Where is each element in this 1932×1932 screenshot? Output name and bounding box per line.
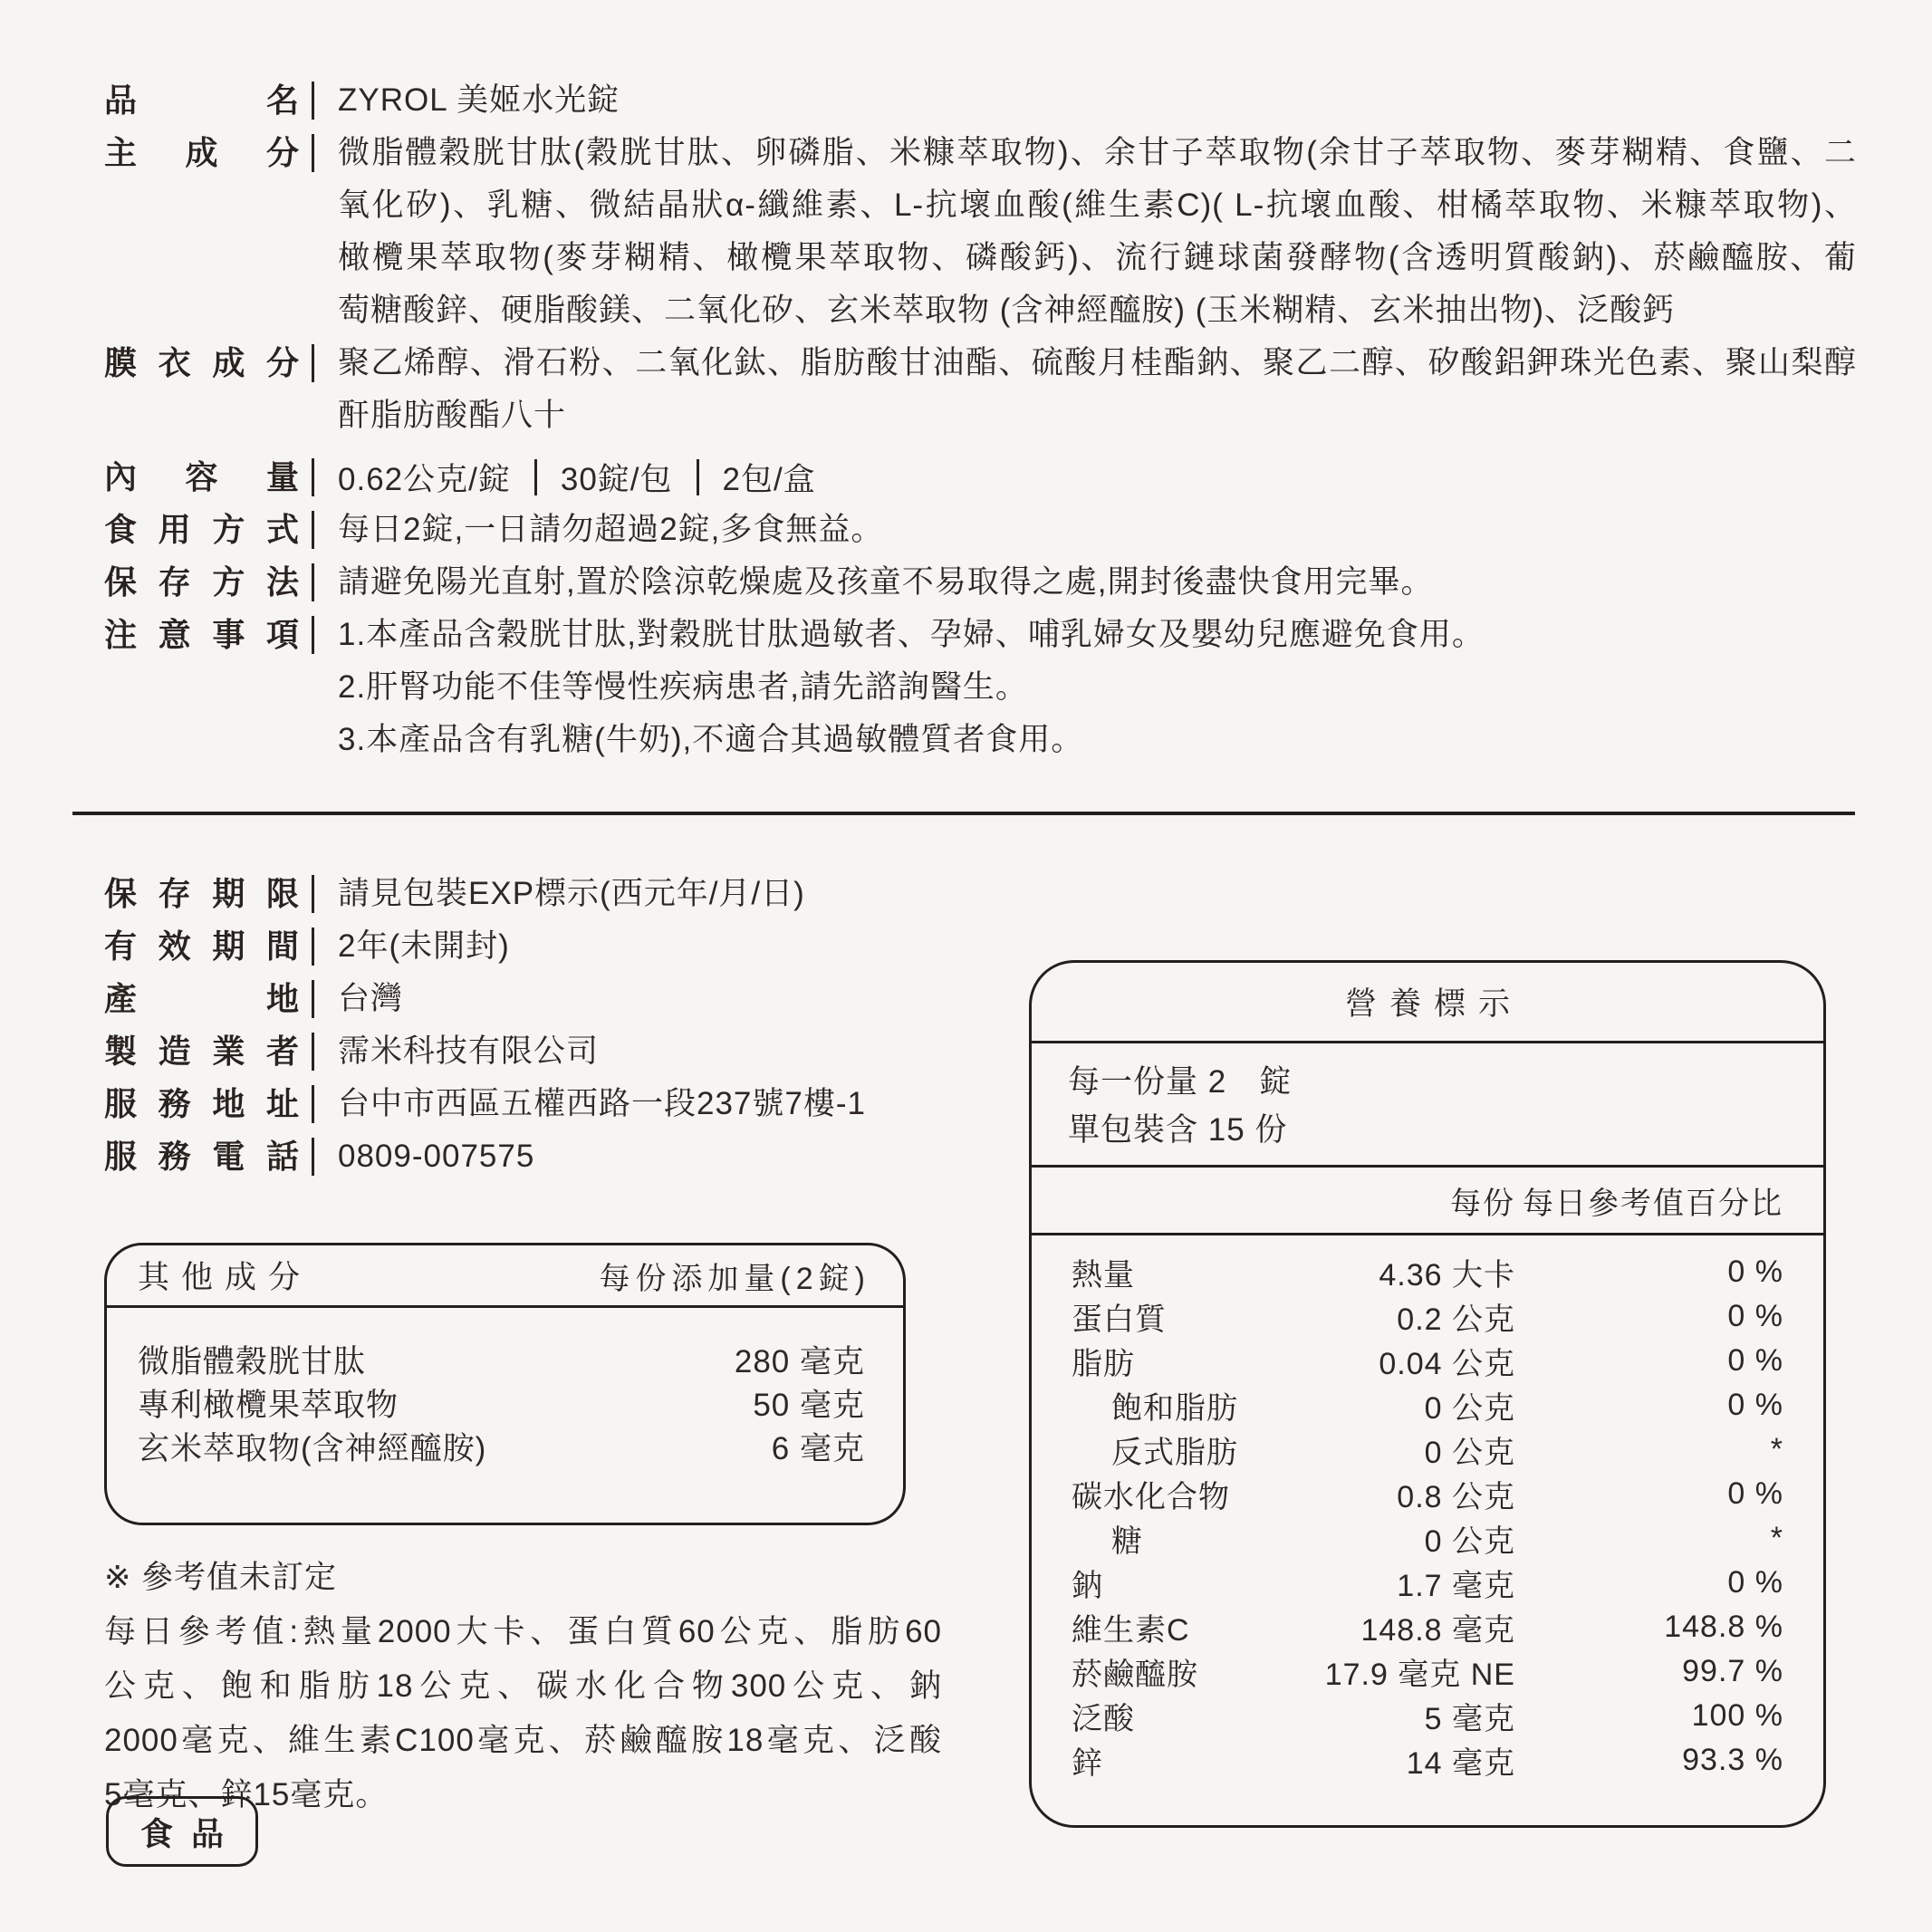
row-expiry: [104, 868, 1019, 920]
nutrient-dv: *: [1770, 1521, 1783, 1555]
label-divider-bar: [312, 1085, 314, 1123]
nutrition-serving-info: [1032, 1043, 1823, 1165]
value-divider-bar: [534, 459, 537, 495]
other-ingredient-amount: 6 毫克: [771, 1431, 865, 1466]
row-storage: [104, 556, 1857, 609]
nutrient-dv: *: [1770, 1432, 1783, 1466]
nutrient-amount: 4.36 大卡: [1379, 1258, 1515, 1293]
other-ingredient-row: [138, 1384, 865, 1427]
label-divider-bar: [312, 134, 314, 172]
nutrition-title: 營養標示: [1344, 986, 1523, 1022]
company-details-section: [104, 868, 1019, 1183]
reference-note: [104, 1551, 942, 1822]
storage-label: 保存方法: [104, 563, 299, 601]
row-usage: [104, 504, 1857, 556]
nutrient-name: 鋅: [1072, 1746, 1103, 1781]
nutrient-amount: 0 公克: [1424, 1524, 1515, 1559]
reference-note-line: 公克、飽和脂肪18公克、碳水化合物300公克、鈉: [104, 1668, 942, 1704]
label-divider-bar: [312, 563, 314, 601]
label-divider-bar: [312, 1138, 314, 1176]
product-name-value: ZYROL 美姬水光錠: [338, 82, 620, 118]
nutrient-amount: 0.04 公克: [1379, 1347, 1515, 1381]
precautions-label: 注意事項: [104, 616, 299, 653]
coating-line: 酐脂肪酸酯八十: [338, 398, 567, 433]
expiry-label: 保存期限: [104, 875, 299, 912]
row-validity: [104, 920, 1019, 973]
nutrient-dv: 0 %: [1727, 1343, 1783, 1378]
service-phone-value: 0809-007575: [338, 1139, 535, 1174]
main-ingredients-line: 萄糖酸鋅、硬脂酸鎂、二氧化矽、玄米萃取物 (含神經醯胺) (玉米糊精、玄米抽出物)、泛酸鈣: [338, 293, 1676, 328]
row-origin: [104, 973, 1019, 1025]
servings-per-pack: 單包裝含 15 份: [1068, 1112, 1288, 1148]
label-divider-bar: [312, 1033, 314, 1071]
nutrient-name: 脂肪: [1072, 1347, 1135, 1381]
row-main-ingredients: [104, 127, 1857, 337]
other-ingredient-amount: 280 毫克: [734, 1344, 865, 1379]
nutrient-dv: 0 %: [1727, 1476, 1783, 1511]
validity-value: 2年(未開封): [338, 928, 510, 964]
other-ingredient-name: 專利橄欖果萃取物: [138, 1388, 399, 1423]
other-ingredient-name: 微脂體穀胱甘肽: [138, 1344, 367, 1379]
row-precautions: [104, 609, 1857, 766]
row-service-address: [104, 1078, 1019, 1130]
coating-label: 膜衣成分: [104, 344, 299, 381]
origin-label: 產地: [104, 980, 299, 1017]
nutrient-dv: 0 %: [1727, 1299, 1783, 1333]
nutrient-amount: 0.2 公克: [1397, 1302, 1515, 1337]
coating-line: 聚乙烯醇、滑石粉、二氧化鈦、脂肪酸甘油酯、硫酸月桂酯鈉、聚乙二醇、矽酸鋁鉀珠光色素、聚山梨醇: [338, 345, 1857, 380]
validity-label: 有效期間: [104, 928, 299, 965]
nutrition-row: [1032, 1561, 1823, 1605]
nutrition-row: [1032, 1427, 1823, 1472]
nutrition-row: [1032, 1605, 1823, 1649]
nutrient-dv: 0 %: [1727, 1565, 1783, 1600]
col-per-serving: 每份: [1450, 1186, 1515, 1221]
nutrient-name: 糖: [1111, 1524, 1143, 1559]
net-content-label: 內容量: [104, 458, 299, 495]
label-divider-bar: [312, 511, 314, 549]
nutrition-row: [1032, 1472, 1823, 1516]
row-service-phone: [104, 1130, 1019, 1183]
serving-size: 每一份量 2 錠: [1068, 1064, 1293, 1100]
nutrient-name: 維生素C: [1072, 1613, 1190, 1648]
label-divider-bar: [312, 458, 314, 496]
nutrient-dv: 93.3 %: [1682, 1743, 1783, 1777]
nutrient-dv: 148.8 %: [1664, 1610, 1783, 1644]
nutrition-rows: [1032, 1235, 1823, 1783]
nutrient-name: 反式脂肪: [1111, 1436, 1238, 1470]
label-divider-bar: [312, 928, 314, 966]
label-divider-bar: [312, 980, 314, 1018]
precaution-line: 3.本產品含有乳糖(牛奶),不適合其過敏體質者食用。: [338, 722, 1084, 757]
nutrition-row: [1032, 1339, 1823, 1383]
reference-note-line: 每日參考值:熱量2000大卡、蛋白質60公克、脂肪60: [104, 1614, 942, 1649]
nutrient-amount: 5 毫克: [1424, 1702, 1515, 1736]
reference-note-line: 5毫克、鋅15毫克。: [104, 1777, 389, 1812]
nutrition-row: [1032, 1250, 1823, 1294]
other-ingredients-box: [104, 1243, 906, 1525]
nutrient-name: 泛酸: [1072, 1702, 1135, 1736]
label-divider-bar: [312, 82, 314, 120]
nutrient-amount: 17.9 毫克 NE: [1324, 1658, 1515, 1692]
usage-label: 食用方式: [104, 511, 299, 548]
reference-note-line: ※ 參考值未訂定: [104, 1560, 338, 1595]
nutrition-row: [1032, 1649, 1823, 1694]
nutrition-facts-box: [1029, 960, 1826, 1828]
manufacturer-value: 霈米科技有限公司: [338, 1033, 600, 1069]
col-daily-value: 每日參考值百分比: [1523, 1186, 1783, 1221]
nutrient-dv: 0 %: [1727, 1254, 1783, 1289]
row-product-name: [104, 74, 1857, 127]
net-content-per-tablet: 0.62公克/錠: [338, 462, 511, 497]
precaution-line: 2.肝腎功能不佳等慢性疾病患者,請先諮詢醫生。: [338, 669, 1028, 705]
row-coating-ingredients: [104, 337, 1857, 442]
reference-note-line: 2000毫克、維生素C100毫克、菸鹼醯胺18毫克、泛酸: [104, 1723, 942, 1758]
origin-value: 台灣: [338, 981, 404, 1016]
main-ingredients-line: 微脂體穀胱甘肽(穀胱甘肽、卵磷脂、米糠萃取物)、余甘子萃取物(余甘子萃取物、麥芽糊精、食鹽、二: [338, 135, 1857, 170]
service-address-value: 台中市西區五權西路一段237號7樓-1: [338, 1086, 866, 1121]
row-net-content: [104, 451, 1857, 504]
net-content-per-box: 2包/盒: [722, 462, 816, 497]
food-badge-text: 食品: [139, 1814, 242, 1852]
other-ingredients-amount-header: 每份添加量(2錠): [599, 1261, 870, 1296]
manufacturer-label: 製造業者: [104, 1033, 299, 1070]
nutrient-name: 菸鹼醯胺: [1072, 1658, 1198, 1692]
main-ingredients-label: 主成分: [104, 134, 299, 171]
nutrient-name: 飽和脂肪: [1111, 1391, 1238, 1426]
nutrition-row: [1032, 1294, 1823, 1339]
row-manufacturer: [104, 1025, 1019, 1078]
product-name-label: 品名: [104, 82, 299, 119]
nutrient-amount: 0.8 公克: [1397, 1480, 1515, 1514]
main-ingredients-line: 氧化矽)、乳糖、微結晶狀α-纖維素、L-抗壞血酸(維生素C)( L-抗壞血酸、柑橘萃取物、米糠萃取物)、: [338, 187, 1857, 223]
nutrition-row: [1032, 1738, 1823, 1783]
service-phone-label: 服務電話: [104, 1138, 299, 1175]
nutrient-amount: 1.7 毫克: [1397, 1569, 1515, 1603]
other-ingredient-row: [138, 1341, 865, 1384]
net-content-per-pack: 30錠/包: [560, 462, 673, 497]
label-divider-bar: [312, 875, 314, 913]
other-ingredients-title: 其他成分: [138, 1260, 312, 1295]
nutrition-row: [1032, 1516, 1823, 1561]
product-info-section: [104, 74, 1857, 766]
nutrient-dv: 99.7 %: [1682, 1654, 1783, 1688]
nutrition-column-headers: [1032, 1168, 1823, 1233]
nutrition-row: [1032, 1694, 1823, 1738]
value-divider-bar: [697, 459, 699, 495]
nutrient-amount: 0 公克: [1424, 1391, 1515, 1426]
nutrient-name: 鈉: [1072, 1569, 1103, 1603]
expiry-value: 請見包裝EXP標示(西元年/月/日): [338, 876, 805, 911]
nutrient-name: 碳水化合物: [1072, 1480, 1230, 1514]
service-address-label: 服務地址: [104, 1085, 299, 1122]
main-ingredients-line: 橄欖果萃取物(麥芽糊精、橄欖果萃取物、磷酸鈣)、流行鏈球菌發酵物(含透明質酸鈉)、菸鹼醯胺、葡: [338, 240, 1857, 275]
nutrient-name: 蛋白質: [1072, 1302, 1167, 1337]
food-badge: [106, 1796, 258, 1867]
other-ingredient-amount: 50 毫克: [753, 1388, 865, 1423]
nutrient-amount: 14 毫克: [1406, 1746, 1515, 1781]
precaution-line: 1.本產品含穀胱甘肽,對穀胱甘肽過敏者、孕婦、哺乳婦女及嬰幼兒應避免食用。: [338, 617, 1485, 652]
other-ingredient-name: 玄米萃取物(含神經醯胺): [138, 1431, 487, 1466]
nutrient-amount: 148.8 毫克: [1360, 1613, 1515, 1648]
usage-value: 每日2錠,一日請勿超過2錠,多食無益。: [338, 512, 884, 547]
other-ingredients-header: [107, 1245, 903, 1308]
nutrition-row: [1032, 1383, 1823, 1427]
nutrient-dv: 100 %: [1691, 1698, 1783, 1733]
other-ingredient-row: [138, 1427, 865, 1471]
nutrient-dv: 0 %: [1727, 1388, 1783, 1422]
label-divider-bar: [312, 616, 314, 654]
nutrient-amount: 0 公克: [1424, 1436, 1515, 1470]
label-divider-bar: [312, 344, 314, 382]
storage-value: 請避免陽光直射,置於陰涼乾燥處及孩童不易取得之處,開封後盡快食用完畢。: [338, 564, 1434, 600]
section-divider-line: [72, 812, 1855, 815]
nutrient-name: 熱量: [1072, 1258, 1135, 1293]
net-content-values: [338, 451, 1857, 504]
